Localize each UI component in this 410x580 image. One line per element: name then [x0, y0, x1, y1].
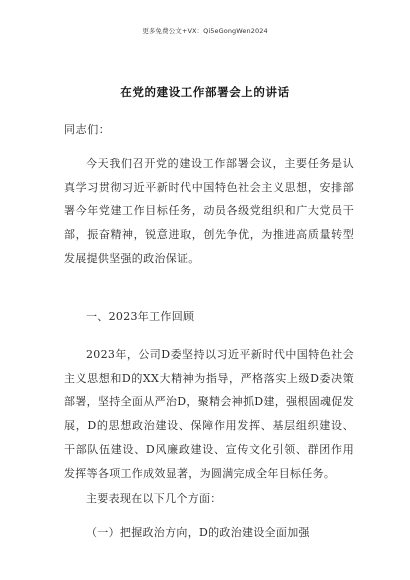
header-note: 更多免费公文+VX：Qi5eGongWen2024: [142, 27, 268, 35]
section-body-paragraph: 2023年，公司D委坚持以习近平新时代中国特色社会主义思想和D的XX大精神为指导，严格落实上级D委决策部署，坚持全面从严治D，聚精会神抓D建，强根固魂促发展，D的思想政治建设、保障作用发挥、基层组织建设、干部队伍建设、D风廉政建设、宣传文化引领、群团作用发挥等各项工作成效显著，为圆满完成全年目标任务。: [64, 348, 354, 480]
sub-heading: （一）把握政治方向，D的政治建设全面加强: [86, 526, 310, 539]
section-heading: 一、2023年工作回顾: [86, 310, 195, 323]
points-intro: 主要表现在以下几个方面：: [86, 492, 222, 505]
salutation: 同志们：: [64, 123, 111, 136]
document-title: 在党的建设工作部署会上的讲话: [120, 85, 290, 99]
intro-paragraph: 今天我们召开党的建设工作部署会议，主要任务是认真学习贯彻习近平新时代中国特色社会主义思想，安排部署今年党建工作目标任务，动员各级党组织和广大党员干部，振奋精神，锐意进取，创先争优，为推进高质量转型发展提供坚强的政治保证。: [64, 157, 354, 265]
